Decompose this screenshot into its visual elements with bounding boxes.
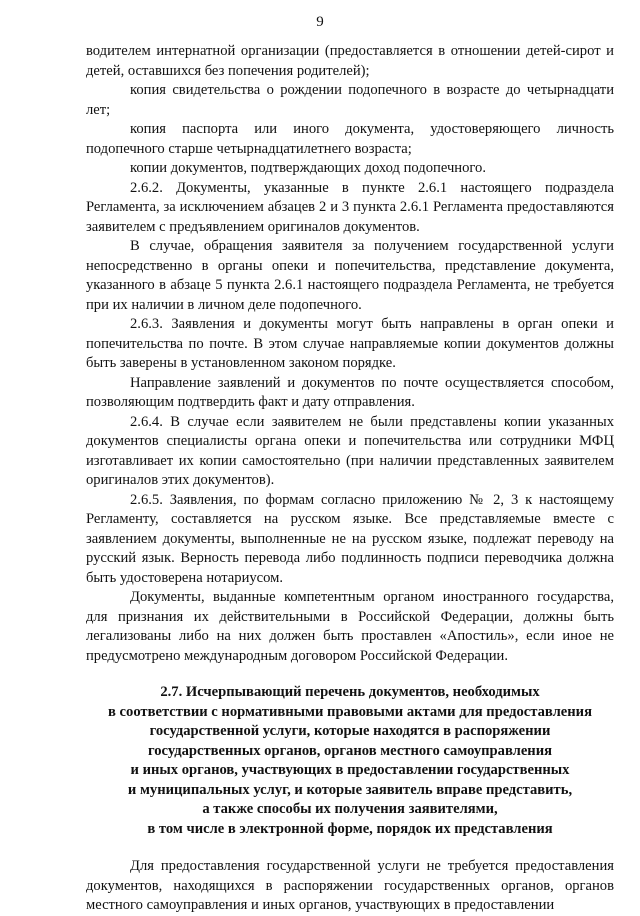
section-heading <box>86 683 614 839</box>
paragraph: водителем интернатной организации (предоставляется в отношении детей-сирот и детей, оставшихся без попечения родителей); <box>86 43 614 79</box>
paragraph: 2.6.4. В случае если заявителем не были представлены копии указанных документов специалисты органа опеки и попечительства или сотрудники МФЦ изготавливает их копии самостоятельно (при наличии представленных заявителем оригиналов этих документов). <box>86 413 614 488</box>
section-heading-line: и иных органов, участвующих в предоставлении государственных <box>130 762 570 778</box>
page-number: 9 <box>316 14 324 30</box>
section-heading-line: в том числе в электронной форме, порядок их представления <box>147 820 553 837</box>
section-heading-line: государственной услуги, которые находятся в распоряжении <box>149 723 551 739</box>
section-heading-line: государственных органов, органов местного самоуправления <box>147 742 553 759</box>
paragraph: 2.6.2. Документы, указанные в пункте 2.6.1 настоящего подраздела Регламента, за исключением абзацев 2 и 3 пункта 2.6.1 Регламента предоставляются заявителем с предъявлением оригиналов документов. <box>86 179 614 235</box>
paragraph: Для предоставления государственной услуги не требуется предоставления документов, находящихся в распоряжении государственных органов, органов местного самоуправления и иных органов, участвующих в предоставлении <box>86 858 614 913</box>
paragraph: 2.6.5. Заявления, по формам согласно приложению № 2, 3 к настоящему Регламенту, составляется на русском языке. Все представляемые вместе с заявлением документы, выполненные не на русском языке, подлежат переводу на русский язык. Верность перевода либо подлинность подписи переводчика должна быть удостоверена нотариусом. <box>86 491 614 586</box>
section-heading-line: и муниципальных услуг, и которые заявитель вправе представить, <box>127 781 573 798</box>
paragraph: Направление заявлений и документов по почте осуществляется способом, позволяющим подтвердить факт и дату отправления. <box>86 374 614 410</box>
paragraph: копии документов, подтверждающих доход подопечного. <box>130 160 486 176</box>
section-heading-line: в соответствии с нормативными правовыми актами для предоставления <box>108 703 592 720</box>
section-heading-line: 2.7. Исчерпывающий перечень документов, необходимых <box>160 684 540 700</box>
paragraphs-before-heading <box>86 42 614 666</box>
document-body <box>86 42 614 916</box>
paragraphs-after-heading <box>86 857 614 916</box>
paragraph: В случае, обращения заявителя за получением государственной услуги непосредственно в органы опеки и попечительства, представление документа, указанного в абзаце 5 пункта 2.6.1 настоящего подраздела Регламента, не требуется при их наличии в личном деле подопечного. <box>86 238 614 313</box>
paragraph: Документы, выданные компетентным органом иностранного государства, для признания их действительными в Российской Федерации, должны быть легализованы либо на них должен быть проставлен «Апостиль», если иное не предусмотрено международным договором Российской Федерации. <box>86 589 614 664</box>
paragraph: копия паспорта или иного документа, удостоверяющего личность подопечного старше четырнадцатилетнего возраста; <box>86 121 614 157</box>
paragraph: 2.6.3. Заявления и документы могут быть направлены в орган опеки и попечительства по почте. В этом случае направляемые копии документов должны быть заверены в установленном законом порядке. <box>86 316 614 371</box>
paragraph: копия свидетельства о рождении подопечного в возрасте до четырнадцати лет; <box>86 82 614 118</box>
section-heading-line: а также способы их получения заявителями, <box>202 801 498 817</box>
